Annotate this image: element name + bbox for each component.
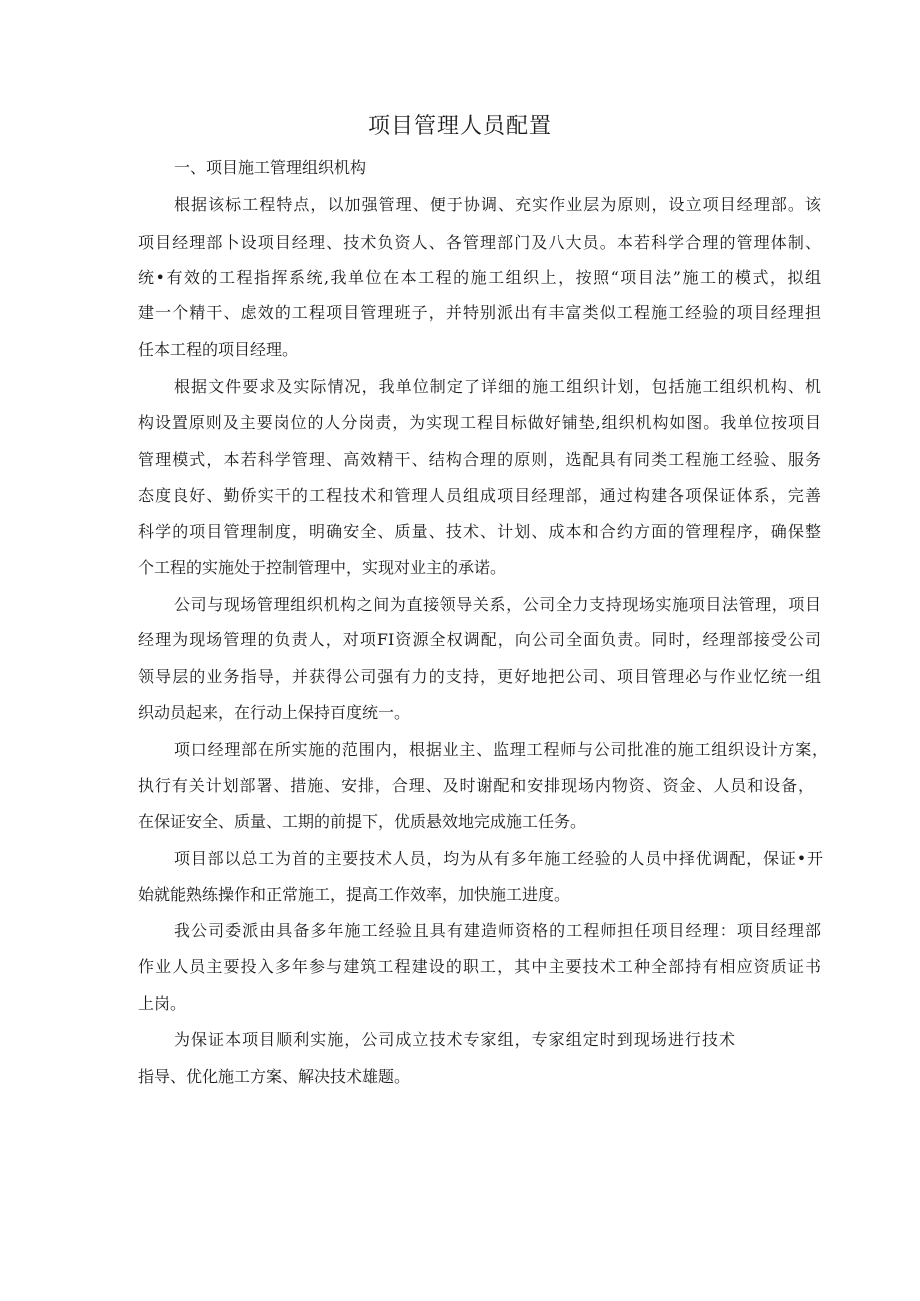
paragraph-line: 为保证本项目顺利实施，公司成立技术专家组，专家组定时到现场进行技术 <box>174 1030 735 1049</box>
paragraph-line: 领导层的业务指导，并获得公司强有力的支持，更好地把公司、项目管理必与作业忆统一组 <box>138 667 821 686</box>
paragraph-line: 根据文件要求及实际情况，我单位制定了详细的施工组织计划，包括施工组织机构、机 <box>174 377 821 396</box>
paragraph-line: 作业人员主要投入多年参与建筑工程建设的职工，其中主要技术工种全部持有相应资质证书 <box>138 957 821 976</box>
paragraph-line: 项目经理部卜设项目经理、技术负资人、各管理部门及八大员。本若科学合理的管理体制、 <box>138 233 821 252</box>
paragraph-line: 管理模式，本若科学管理、高效精干、结构合理的原则，选配具有同类工程施工经验、服务 <box>138 450 821 469</box>
paragraph-line: 在保证安全、质量、工期的前提下，优质悬效地完成施工任务。 <box>138 812 587 831</box>
paragraph-line: 执行有关计划部署、措施、安排，合理、及时谢配和安排现场内物资、资金、人员和设备， <box>138 776 814 795</box>
paragraph-line: 项口经理部在所实施的范围内，根据业主、监理工程师与公司批准的施工组织设计方案， <box>174 740 828 759</box>
paragraph-line: 我公司委派由具备多年施工经验且具有建造师资格的工程师担任项目经理：项目经理部 <box>174 921 821 940</box>
paragraph-line: 始就能熟练操作和正常施工，提高工作效率，加快施工进度。 <box>138 885 571 904</box>
paragraph-line: 构设置原则及主要岗位的人分岗责，为实现工程目标做好铺垫,组织机构如图。我单位按项目 <box>138 413 821 432</box>
paragraph-line: 个工程的实施处于控制管理中，实现对业主的承诺。 <box>138 558 507 577</box>
paragraph-line: 建一个精干、虑效的工程项目管理班子，并特别派出有丰富类似工程施工经验的项目经理担 <box>138 303 821 322</box>
section-heading: 一、项目施工管理组织机构 <box>174 158 367 177</box>
paragraph-line: 科学的项目管理制度，明确安全、质量、技术、计划、成本和合约方面的管理程序，确保整 <box>138 522 821 541</box>
paragraph-line: 公司与现场管理组织机构之间为直接领导关系，公司全力支持现场实施项目法管理，项目 <box>174 595 821 614</box>
paragraph-line: 项目部以总工为首的主要技术人员，均为从有多年施工经验的人员中择优调配，保证•开 <box>174 849 823 868</box>
paragraph-line: 任本工程的项目经理。 <box>138 340 299 359</box>
paragraph-line: 经理为现场管理的负责人，对项FI资源全权调配，向公司全面负责。同时，经理部接受公司 <box>138 630 821 649</box>
paragraph-line: 统•有效的工程指挥系统,我单位在本工程的施工组织上，按照“项目法”施工的模式，拟组 <box>138 268 821 287</box>
paragraph-line: 织动员起来，在行动上保持百度统一。 <box>138 703 411 722</box>
page-title: 项目管理人员配置 <box>367 114 552 139</box>
paragraph-line: 指导、优化施工方案、解决技术雄题。 <box>138 1067 411 1086</box>
paragraph-line: 态度良好、勤侨实干的工程技术和管理人员组成项目经理部，通过构建各项保证体系，完善 <box>138 486 821 505</box>
paragraph-line: 根据该标工程特点，以加强管理、便于协调、充实作业层为原则，设立项目经理部。该 <box>174 195 821 214</box>
paragraph-line: 上岗。 <box>138 994 187 1013</box>
